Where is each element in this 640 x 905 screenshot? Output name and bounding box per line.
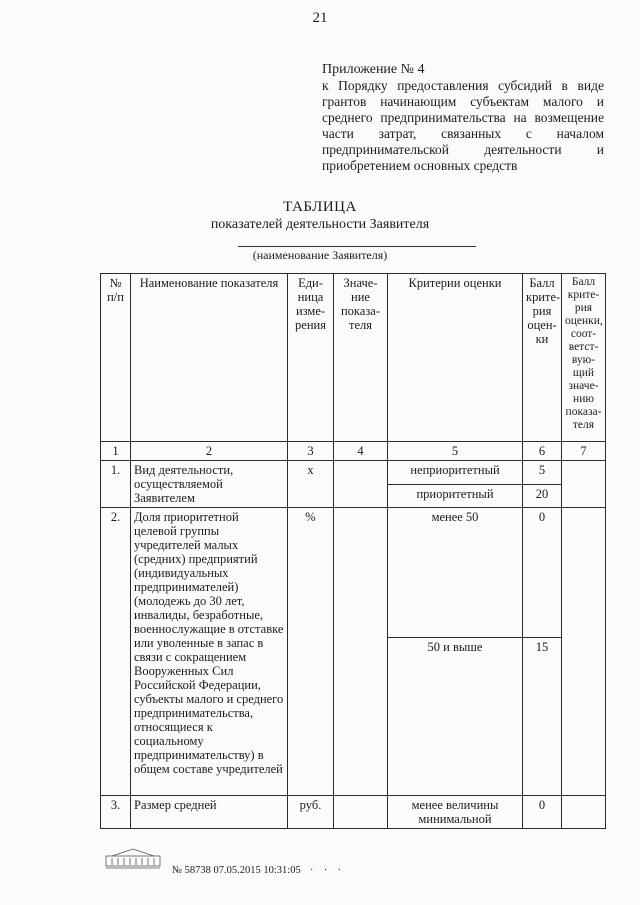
header-name: Наименование показателя: [131, 274, 288, 442]
header-criteria: Критерии оценки: [388, 274, 523, 442]
row-indicator-name: Размер средней: [131, 796, 288, 829]
row-unit: х: [288, 461, 334, 508]
appendix-title: Приложение № 4: [322, 62, 425, 77]
criterion-score: 5: [523, 461, 562, 485]
applicant-caption: (наименование Заявителя): [252, 248, 388, 262]
page-number: 21: [312, 10, 328, 26]
row-matched-score: [562, 508, 606, 796]
header-score: Балл крите- рия оцен- ки: [523, 274, 562, 442]
row-matched-score: [562, 796, 606, 829]
row-num: 2.: [101, 508, 131, 796]
column-number: 3: [288, 442, 334, 461]
applicant-name-line: [238, 246, 476, 247]
header-score-matched: Балл крите- рия оценки, соот- ветст- вую- щий значе- нию показа- теля: [562, 274, 606, 442]
criterion-text: неприоритетный: [388, 461, 523, 485]
appendix-block: [322, 62, 604, 174]
row-value: [334, 461, 388, 508]
table-row: [101, 796, 606, 829]
table-row: [101, 508, 606, 638]
row-num: 1.: [101, 461, 131, 508]
scan-marks: · · ·: [310, 865, 345, 876]
criterion-score: 20: [523, 484, 562, 508]
table-row: [101, 461, 606, 485]
row-indicator-name: Вид деятельности, осуществляемой Заявителем: [131, 461, 288, 508]
column-number-row: [101, 442, 606, 461]
document-registration-stamp: № 58738 07.05.2015 10:31:05: [172, 865, 301, 876]
row-value: [334, 508, 388, 796]
criterion-score: 0: [523, 508, 562, 638]
header-unit: Еди- ница изме- рения: [288, 274, 334, 442]
criterion-text: менее величины минимальной: [388, 796, 523, 829]
registry-building-stamp: [104, 846, 162, 870]
criterion-score: 0: [523, 796, 562, 829]
column-number: 6: [523, 442, 562, 461]
table-subtitle: показателей деятельности Заявителя: [210, 217, 430, 232]
column-number: 7: [562, 442, 606, 461]
row-num: 3.: [101, 796, 131, 829]
column-number: 2: [131, 442, 288, 461]
column-number: 5: [388, 442, 523, 461]
criterion-text: приоритетный: [388, 484, 523, 508]
criterion-score: 15: [523, 638, 562, 796]
row-matched-score: [562, 461, 606, 508]
column-number: 4: [334, 442, 388, 461]
header-num: № п/п: [101, 274, 131, 442]
row-value: [334, 796, 388, 829]
table-header-row: [101, 274, 606, 442]
column-number: 1: [101, 442, 131, 461]
row-unit: руб.: [288, 796, 334, 829]
indicators-table: [100, 273, 606, 829]
header-value: Значе- ние показа- теля: [334, 274, 388, 442]
table-title: ТАБЛИЦА: [283, 199, 357, 215]
appendix-text: к Порядку предоставления субсидий в виде грантов начинающим субъектам малого и среднего предпринимательства на возмещение части затрат, связанных с началом предпринимательской деятельности и приобретением основных средств: [322, 78, 604, 173]
row-indicator-name: Доля приоритетной целевой группы учредителей малых (средних) предприятий (индивидуальных предпринимателей) (молодежь до 30 лет, инвалиды, безработные, военнослужащие в отставке или уволенные в запас в связи с сокращением Вооруженных Сил Российской Федерации, субъекты малого и среднего предпринимательства, относящиеся к социальному предпринимательству) в общем составе учредителей: [131, 508, 288, 796]
row-unit: %: [288, 508, 334, 796]
criterion-text: менее 50: [388, 508, 523, 638]
criterion-text: 50 и выше: [388, 638, 523, 796]
